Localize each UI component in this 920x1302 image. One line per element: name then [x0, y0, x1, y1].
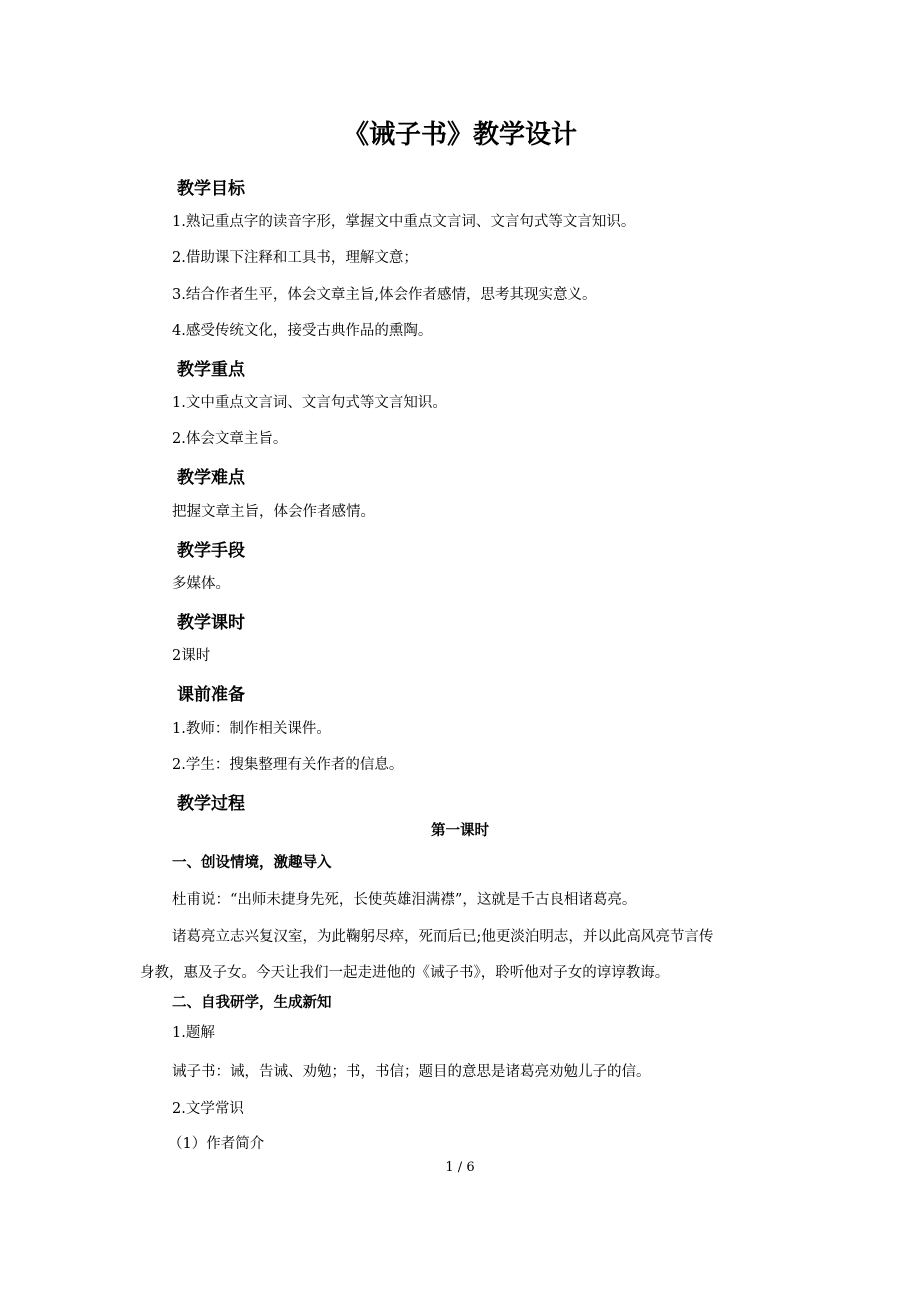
- part2-item: 1.题解: [172, 1025, 215, 1041]
- page-number: 1 / 6: [445, 1160, 475, 1175]
- hours-text: 2课时: [172, 648, 211, 664]
- heading-key: 教学重点: [177, 360, 245, 380]
- part2-item-text: 诫子书：诫，告诫、劝勉；书，书信；题目的意思是诸葛亮劝勉儿子的信。: [172, 1064, 651, 1080]
- document-title: 《诫子书》教学设计: [342, 120, 577, 150]
- part1-paragraph: 杜甫说：“出师未捷身先死，长使英雄泪满襟”，这就是千古良相诸葛亮。: [172, 892, 637, 908]
- means-text: 多媒体。: [172, 576, 230, 592]
- key-item: 2.体会文章主旨。: [172, 431, 288, 447]
- prep-item: 1.教师：制作相关课件。: [172, 721, 331, 737]
- heading-prep: 课前准备: [177, 685, 245, 705]
- part1-heading: 一、创设情境，激趣导入: [172, 855, 332, 871]
- part2-item: 2.文学常识: [172, 1101, 244, 1117]
- heading-difficulty: 教学难点: [177, 468, 245, 488]
- prep-item: 2.学生：搜集整理有关作者的信息。: [172, 757, 404, 773]
- key-item: 1.文中重点文言词、文言句式等文言知识。: [172, 395, 447, 411]
- part2-subitem: （1）作者简介: [168, 1136, 265, 1152]
- lesson-title: 第一课时: [431, 823, 489, 839]
- heading-hours: 教学课时: [177, 613, 245, 633]
- difficulty-text: 把握文章主旨，体会作者感情。: [172, 504, 375, 520]
- goal-item: 1.熟记重点字的读音字形，掌握文中重点文言词、文言句式等文言知识。: [172, 214, 636, 230]
- part1-paragraph: 诸葛亮立志兴复汉室，为此鞠躬尽瘁，死而后已;他更淡泊明志，并以此高风亮节言传: [172, 929, 714, 945]
- heading-means: 教学手段: [177, 541, 245, 561]
- part1-paragraph-cont: 身教，惠及子女。今天让我们一起走进他的《诫子书》，聆听他对子女的谆谆教诲。: [140, 965, 670, 981]
- goal-item: 4.感受传统文化，接受古典作品的熏陶。: [172, 323, 433, 339]
- goal-item: 2.借助课下注释和工具书，理解文意；: [172, 250, 418, 266]
- heading-goals: 教学目标: [177, 179, 245, 199]
- heading-process: 教学过程: [177, 794, 245, 814]
- goal-item: 3.结合作者生平，体会文章主旨,体会作者感情，思考其现实意义。: [172, 287, 597, 303]
- part2-heading: 二、自我研学，生成新知: [172, 995, 332, 1011]
